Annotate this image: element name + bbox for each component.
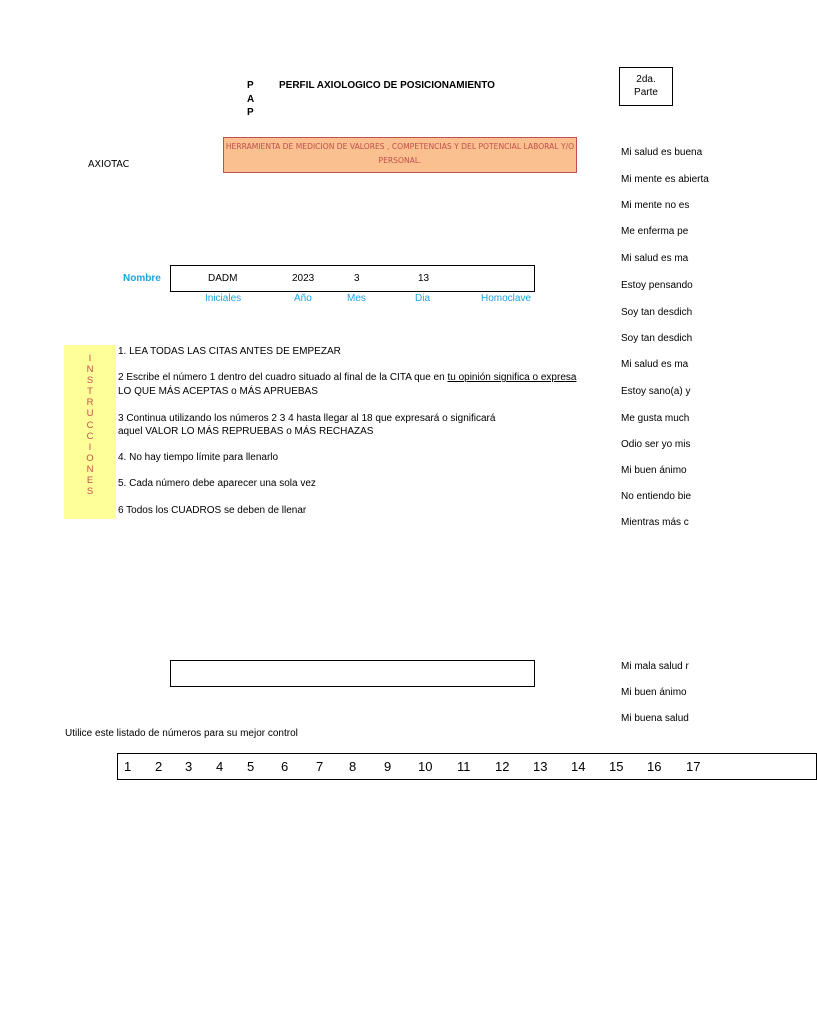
instr-letter: E: [86, 475, 94, 487]
instruction-3: 3 Continua utilizando los números 2 3 4 hasta llegar al 18 que expresará o significará: [118, 413, 496, 424]
anio-label: Año: [294, 293, 312, 304]
control-number: 12: [495, 759, 510, 774]
citas-column: [600, 0, 709, 1024]
instr-letter: U: [86, 408, 94, 420]
parte-line1: 2da.: [636, 74, 656, 85]
anio-value: 2023: [292, 273, 315, 284]
instr-letter: I: [88, 353, 92, 364]
instruction-1: 1. LEA TODAS LAS CITAS ANTES DE EMPEZAR: [118, 346, 341, 357]
control-number: 13: [533, 759, 548, 774]
cita: Soy tan desdich: [621, 333, 693, 344]
iniciales-value: DADM: [208, 273, 238, 284]
control-number: 8: [349, 759, 357, 774]
control-number: 4: [216, 759, 224, 774]
nombre-label: Nombre: [123, 273, 161, 284]
mes-value: 3: [354, 273, 360, 284]
instruction-3b: aquel VALOR LO MÁS REPRUEBAS o MÁS RECHAZAS: [118, 426, 374, 437]
instr-letter: O: [86, 452, 94, 464]
instr-letter: C: [86, 419, 94, 431]
instr-letter: T: [87, 386, 93, 398]
homoclave-label: Homoclave: [481, 293, 532, 304]
dia-label: Dia: [415, 293, 431, 304]
control-number: 11: [457, 759, 471, 774]
cita: Mi salud es ma: [621, 253, 689, 264]
control-number: 9: [384, 759, 392, 774]
control-number: 2: [155, 759, 163, 774]
instruction-2-text: 2 Escribe el número 1 dentro del cuadro situado al final de la CITA que en: [118, 372, 448, 383]
axiotac-label: AXIOTAC: [88, 159, 130, 170]
cita: Soy tan desdich: [621, 307, 693, 318]
instr-letter: I: [88, 441, 92, 453]
instruction-5: 5. Cada número debe aparecer una sola vez: [118, 478, 316, 489]
blank-input-box[interactable]: [170, 660, 535, 687]
cita: Mi mala salud r: [621, 661, 689, 672]
instruction-6: 6 Todos los CUADROS se deben de llenar: [118, 505, 307, 516]
instr-letter: R: [86, 397, 94, 409]
pap-letter: P: [247, 80, 254, 91]
cita: Mi mente no es: [621, 200, 690, 211]
pap-letter: A: [247, 93, 255, 105]
control-label: Utilice este listado de números para su mejor control: [65, 728, 298, 739]
cita: Mi buen ánimo: [621, 687, 687, 698]
cita: Me enferma pe: [621, 226, 689, 237]
instr-letter: S: [86, 375, 94, 387]
control-number: 17: [686, 759, 701, 774]
iniciales-label: Iniciales: [205, 293, 242, 304]
control-number: 14: [571, 759, 586, 774]
instruction-2b: LO QUE MÁS ACEPTAS o MÁS APRUEBAS: [118, 386, 318, 397]
cita: Me gusta much: [621, 413, 690, 424]
control-number: 15: [609, 759, 624, 774]
cita: Mi buena salud: [621, 713, 689, 724]
instr-letter: C: [86, 430, 94, 442]
cita: Mi salud es buena: [621, 147, 703, 158]
pap-acronym: [247, 79, 257, 120]
control-number: 6: [281, 759, 289, 774]
cita: Mi mente es abierta: [621, 174, 709, 185]
control-number: 7: [316, 759, 324, 774]
control-number: 3: [185, 759, 193, 774]
instr-letter: N: [86, 364, 94, 376]
herramienta-banner: HERRAMIENTA DE MEDICION DE VALORES , COMPETENCIAS Y DEL POTENCIAL LABORAL Y/O PERSONAL.: [223, 137, 577, 173]
control-number: 16: [647, 759, 662, 774]
mes-label: Mes: [347, 293, 366, 304]
cita: Estoy sano(a) y: [621, 386, 691, 397]
pap-letter: P: [247, 107, 254, 118]
cita: Estoy pensando: [621, 280, 693, 291]
control-number: 5: [247, 759, 255, 774]
parte-line2: Parte: [634, 87, 658, 98]
cita: Odio ser yo mis: [621, 439, 691, 450]
cita: Mi salud es ma: [621, 359, 689, 370]
instrucciones-vertical-label: [64, 353, 116, 497]
instr-letter: S: [86, 486, 94, 498]
cita: No entiendo bie: [621, 491, 692, 502]
control-numbers-strip: [117, 753, 701, 780]
control-number: 1: [124, 759, 132, 774]
instr-letter: N: [86, 463, 94, 475]
instruction-4: 4. No hay tiempo límite para llenarlo: [118, 452, 279, 463]
document-title: PERFIL AXIOLOGICO DE POSICIONAMIENTO: [279, 80, 495, 91]
cita: Mientras más c: [621, 517, 689, 528]
instruction-2-underlined: tu opinión significa o expresa: [447, 372, 577, 383]
control-number: 10: [418, 759, 433, 774]
dia-value: 13: [418, 273, 430, 284]
cita: Mi buen ánimo: [621, 465, 687, 476]
instruction-2: [118, 372, 576, 383]
